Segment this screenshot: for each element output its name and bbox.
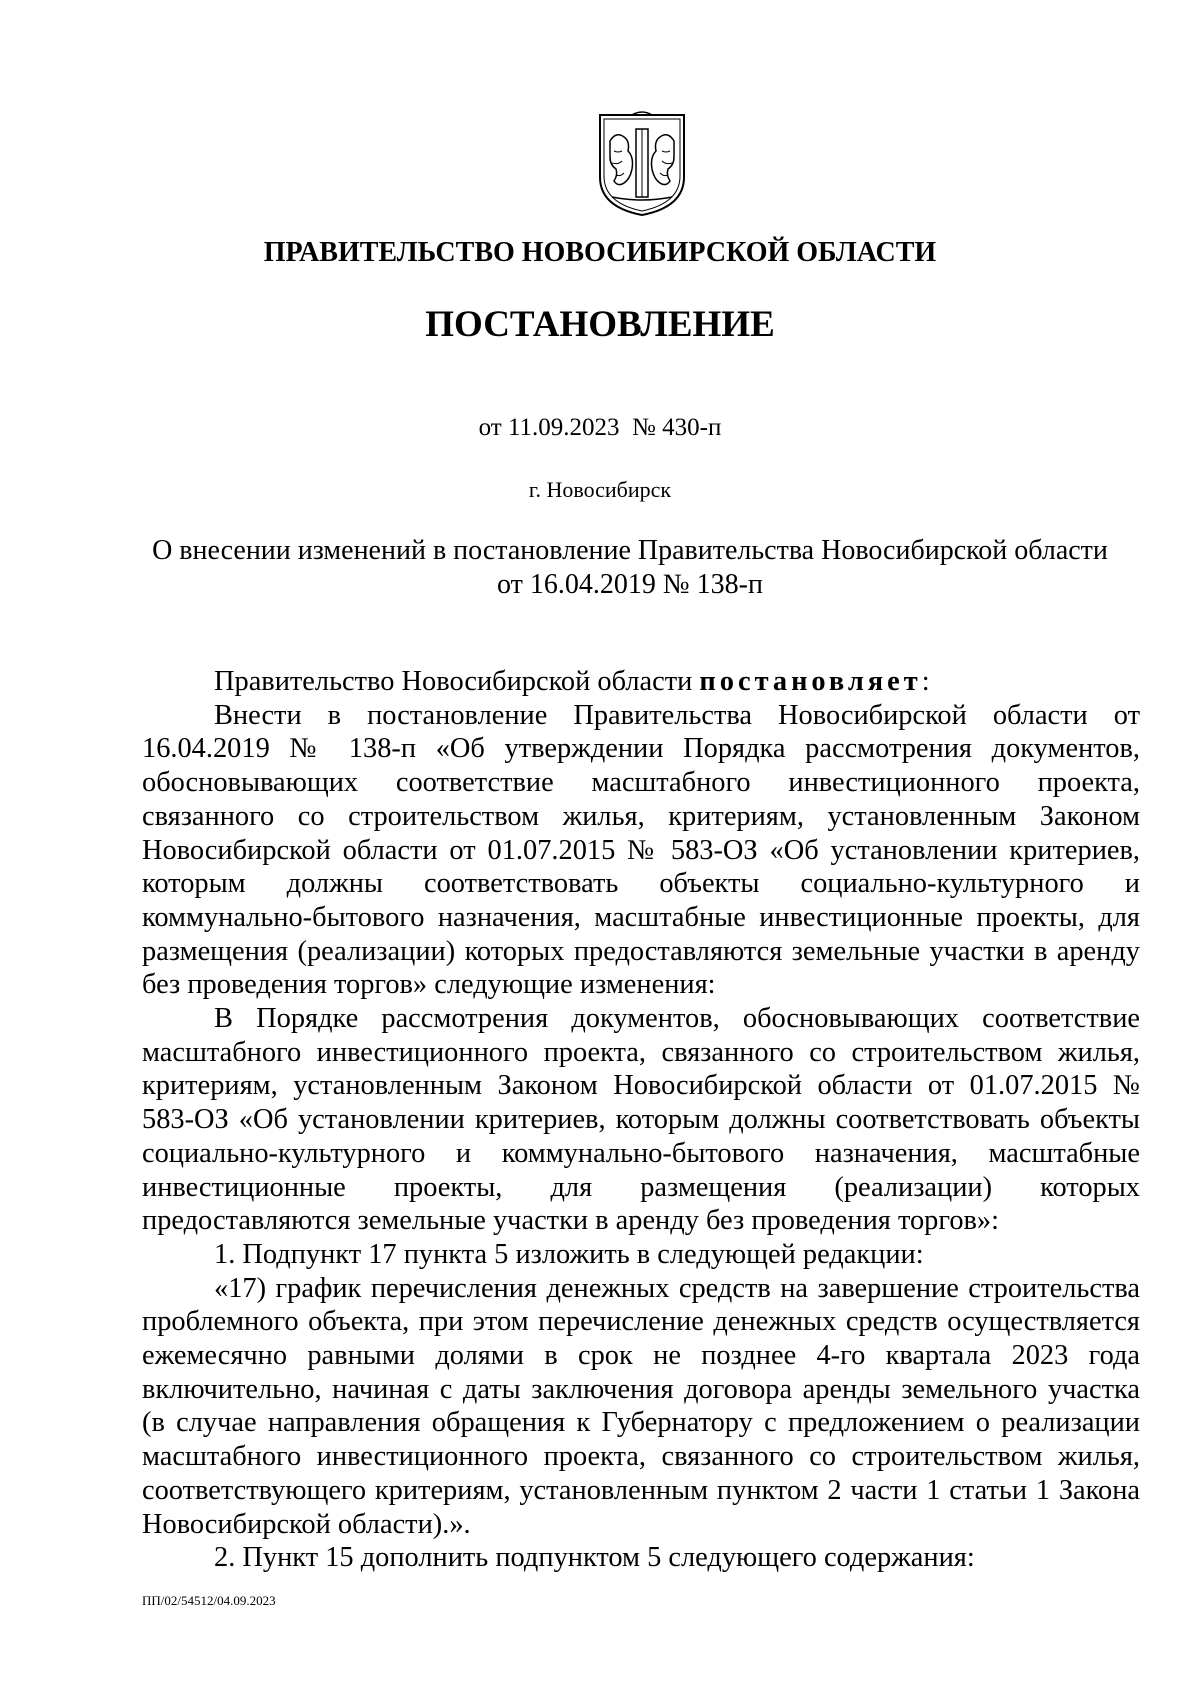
- paragraph-item-1: 1. Подпункт 17 пункта 5 изложить в следующей редакции:: [214, 1238, 924, 1270]
- document-subject: [140, 534, 1120, 602]
- paragraph-procedure: В Порядке рассмотрения документов, обосновывающих соответствие масштабного инвестиционного проекта, связанного со строительством жилья, критериям, установленным Законом Новосибирской области от 01.07.2015 № 583-ОЗ «Об установлении критериев, которым должны соответствовать объекты социально-культурного и коммунально-бытового назначения, масштабные инвестиционные проекты, для размещения (реализации) которых предоставляются земельные участки в аренду без проведения торгов»:: [142, 1003, 1140, 1237]
- document-date-number: от 11.09.2023 № 430-п: [478, 414, 722, 441]
- subject-line-2: от 16.04.2019 № 138-п: [497, 569, 763, 600]
- intro-prefix: Правительство Новосибирской области: [214, 666, 700, 697]
- document-type: ПОСТАНОВЛЕНИЕ: [425, 304, 775, 345]
- issuing-authority: ПРАВИТЕЛЬСТВО НОВОСИБИРСКОЙ ОБЛАСТИ: [263, 237, 937, 268]
- intro-paragraph: [142, 665, 1140, 699]
- intro-verb: постановляет: [699, 666, 922, 697]
- paragraph-amend-resolution: Внести в постановление Правительства Новосибирской области от 16.04.2019 № 138-п «Об утверждении Порядка рассмотрения документов, обосновывающих соответствие масштабного инвестиционного проекта, связанного со строительством жилья, критериям, установленным Законом Новосибирской области от 01.07.2015 № 583-ОЗ «Об установлении критериев, которым должны соответствовать объекты социально-культурного и коммунально-бытового назначения, масштабные инвестиционные проекты, для размещения (реализации) которых предоставляются земельные участки в аренду без проведения торгов» следующие изменения:: [142, 699, 1140, 1001]
- paragraph-subitem-17: «17) график перечисления денежных средств на завершение строительства проблемного объекта, при этом перечисление денежных средств осуществляется ежемесячно равными долями в срок не позднее 4-го квартала 2023 года включительно, начиная с даты заключения договора аренды земельного участка (в случае направления обращения к Губернатору с предложением о реализации масштабного инвестиционного проекта, связанного со строительством жилья, соответствующего критериям, установленным пунктом 2 части 1 статьи 1 Закона Новосибирской области).».: [142, 1272, 1140, 1540]
- document-registration-code: ПП/02/54512/04.09.2023: [142, 1593, 276, 1608]
- subject-line-1: О внесении изменений в постановление Правительства Новосибирской области: [152, 535, 1108, 566]
- intro-suffix: :: [921, 666, 930, 697]
- document-city: г. Новосибирск: [528, 477, 672, 502]
- document-body: [142, 665, 1140, 1575]
- coat-of-arms-emblem: [596, 111, 688, 218]
- paragraph-item-2: 2. Пункт 15 дополнить подпунктом 5 следующего содержания:: [214, 1542, 975, 1574]
